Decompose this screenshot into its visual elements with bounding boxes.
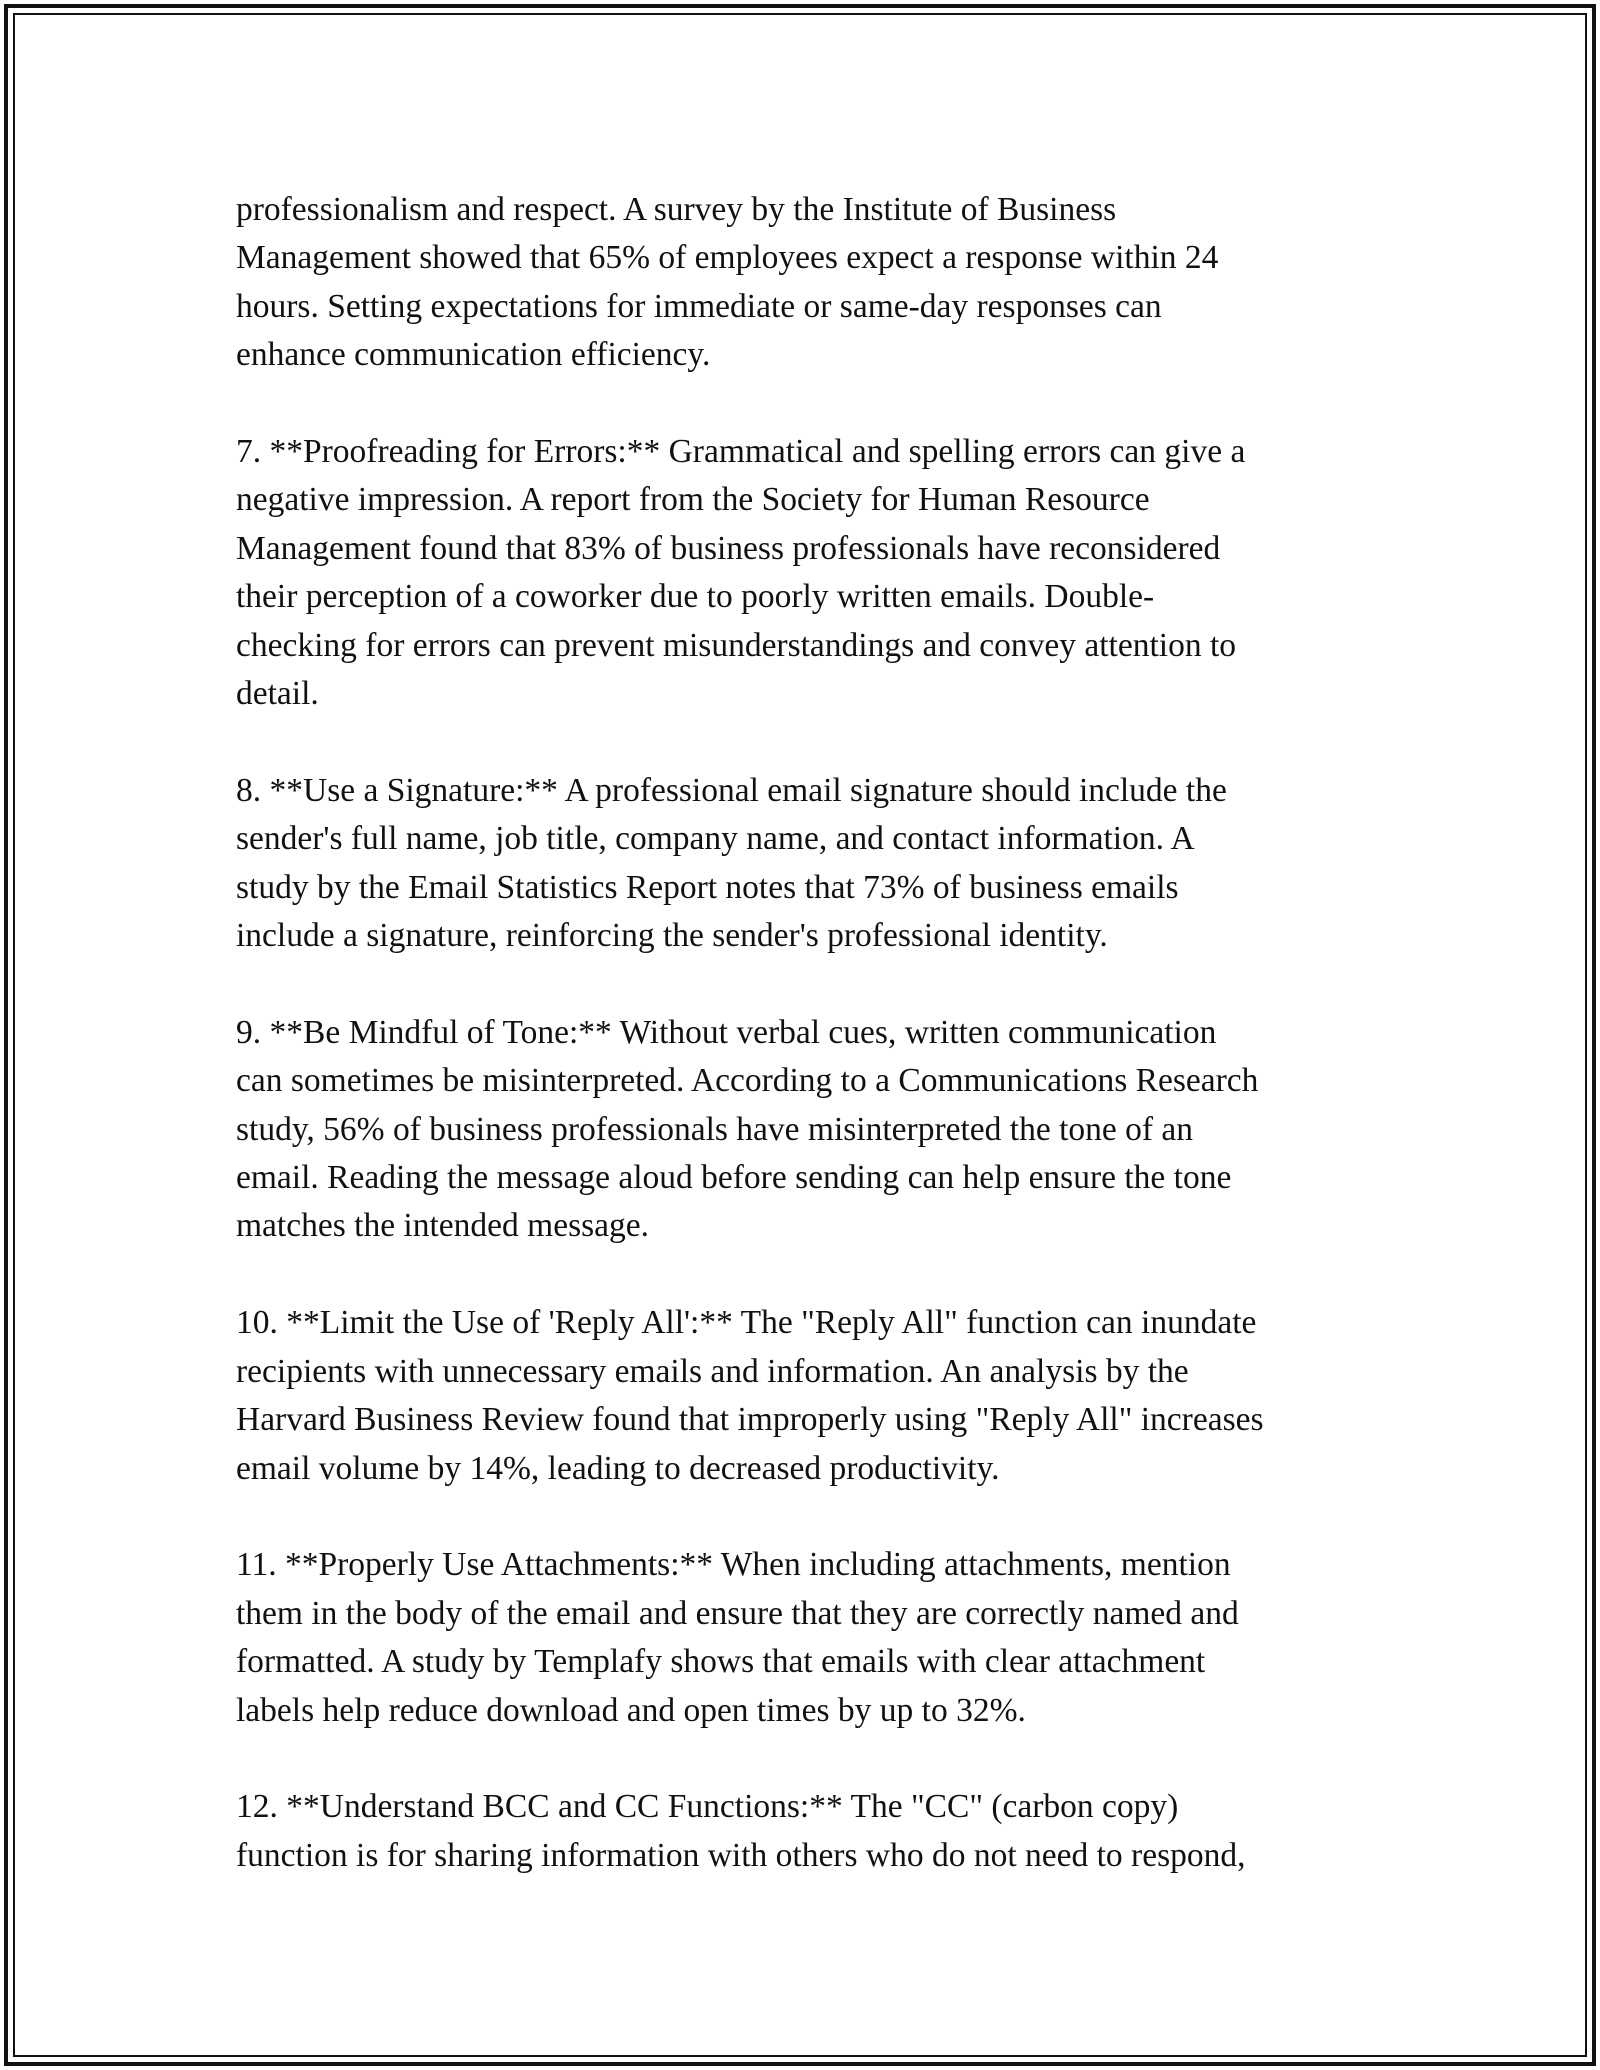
paragraph-reply-all: 10. **Limit the Use of 'Reply All':** The "Reply All" function can inundate recipients with unnecessary emails and information. An analysis by the Harvard Business Review found that improperly using "Reply All" increases email volume by 14%, leading to decreased productivity. — [236, 1304, 1264, 1487]
paragraph-response-time: professionalism and respect. A survey by the Institute of Business Management showed that 65% of employees expect a response within 24 hours. Setting expectations for immediate or same-day responses can enhance communication efficiency. — [236, 191, 1219, 374]
paragraph-tone: 9. **Be Mindful of Tone:** Without verbal cues, written communication can sometimes be misinterpreted. According to a Communications Research study, 56% of business professionals have misinterpreted the tone of an email. Reading the message aloud before sending can help ensure the tone matches the intended message. — [236, 1013, 1259, 1245]
paragraph-signature: 8. **Use a Signature:** A professional email signature should include the sender's full name, job title, company name, and contact information. A study by the Email Statistics Report notes that 73% of business emails include a signature, reinforcing the sender's professional identity. — [236, 771, 1227, 955]
paragraph-proofreading: 7. **Proofreading for Errors:** Grammatical and spelling errors can give a negative impression. A report from the Society for Human Resource Management found that 83% of business professionals have reconsidered their perception of a coworker due to poorly written emails. Double- checking for errors can prevent misunderstandings and convey attention to detail. — [236, 433, 1246, 713]
paragraph-bcc-cc: 12. **Understand BCC and CC Functions:** The "CC" (carbon copy) function is for sharing information with others who do not need to respond, — [236, 1788, 1246, 1874]
paragraph-attachments: 11. **Properly Use Attachments:** When including attachments, mention them in the body of the email and ensure that they are correctly named and formatted. A study by Templafy shows that emails with clear attachment labels help reduce download and open times by up to 32%. — [236, 1546, 1239, 1729]
document-body — [236, 186, 1366, 1929]
